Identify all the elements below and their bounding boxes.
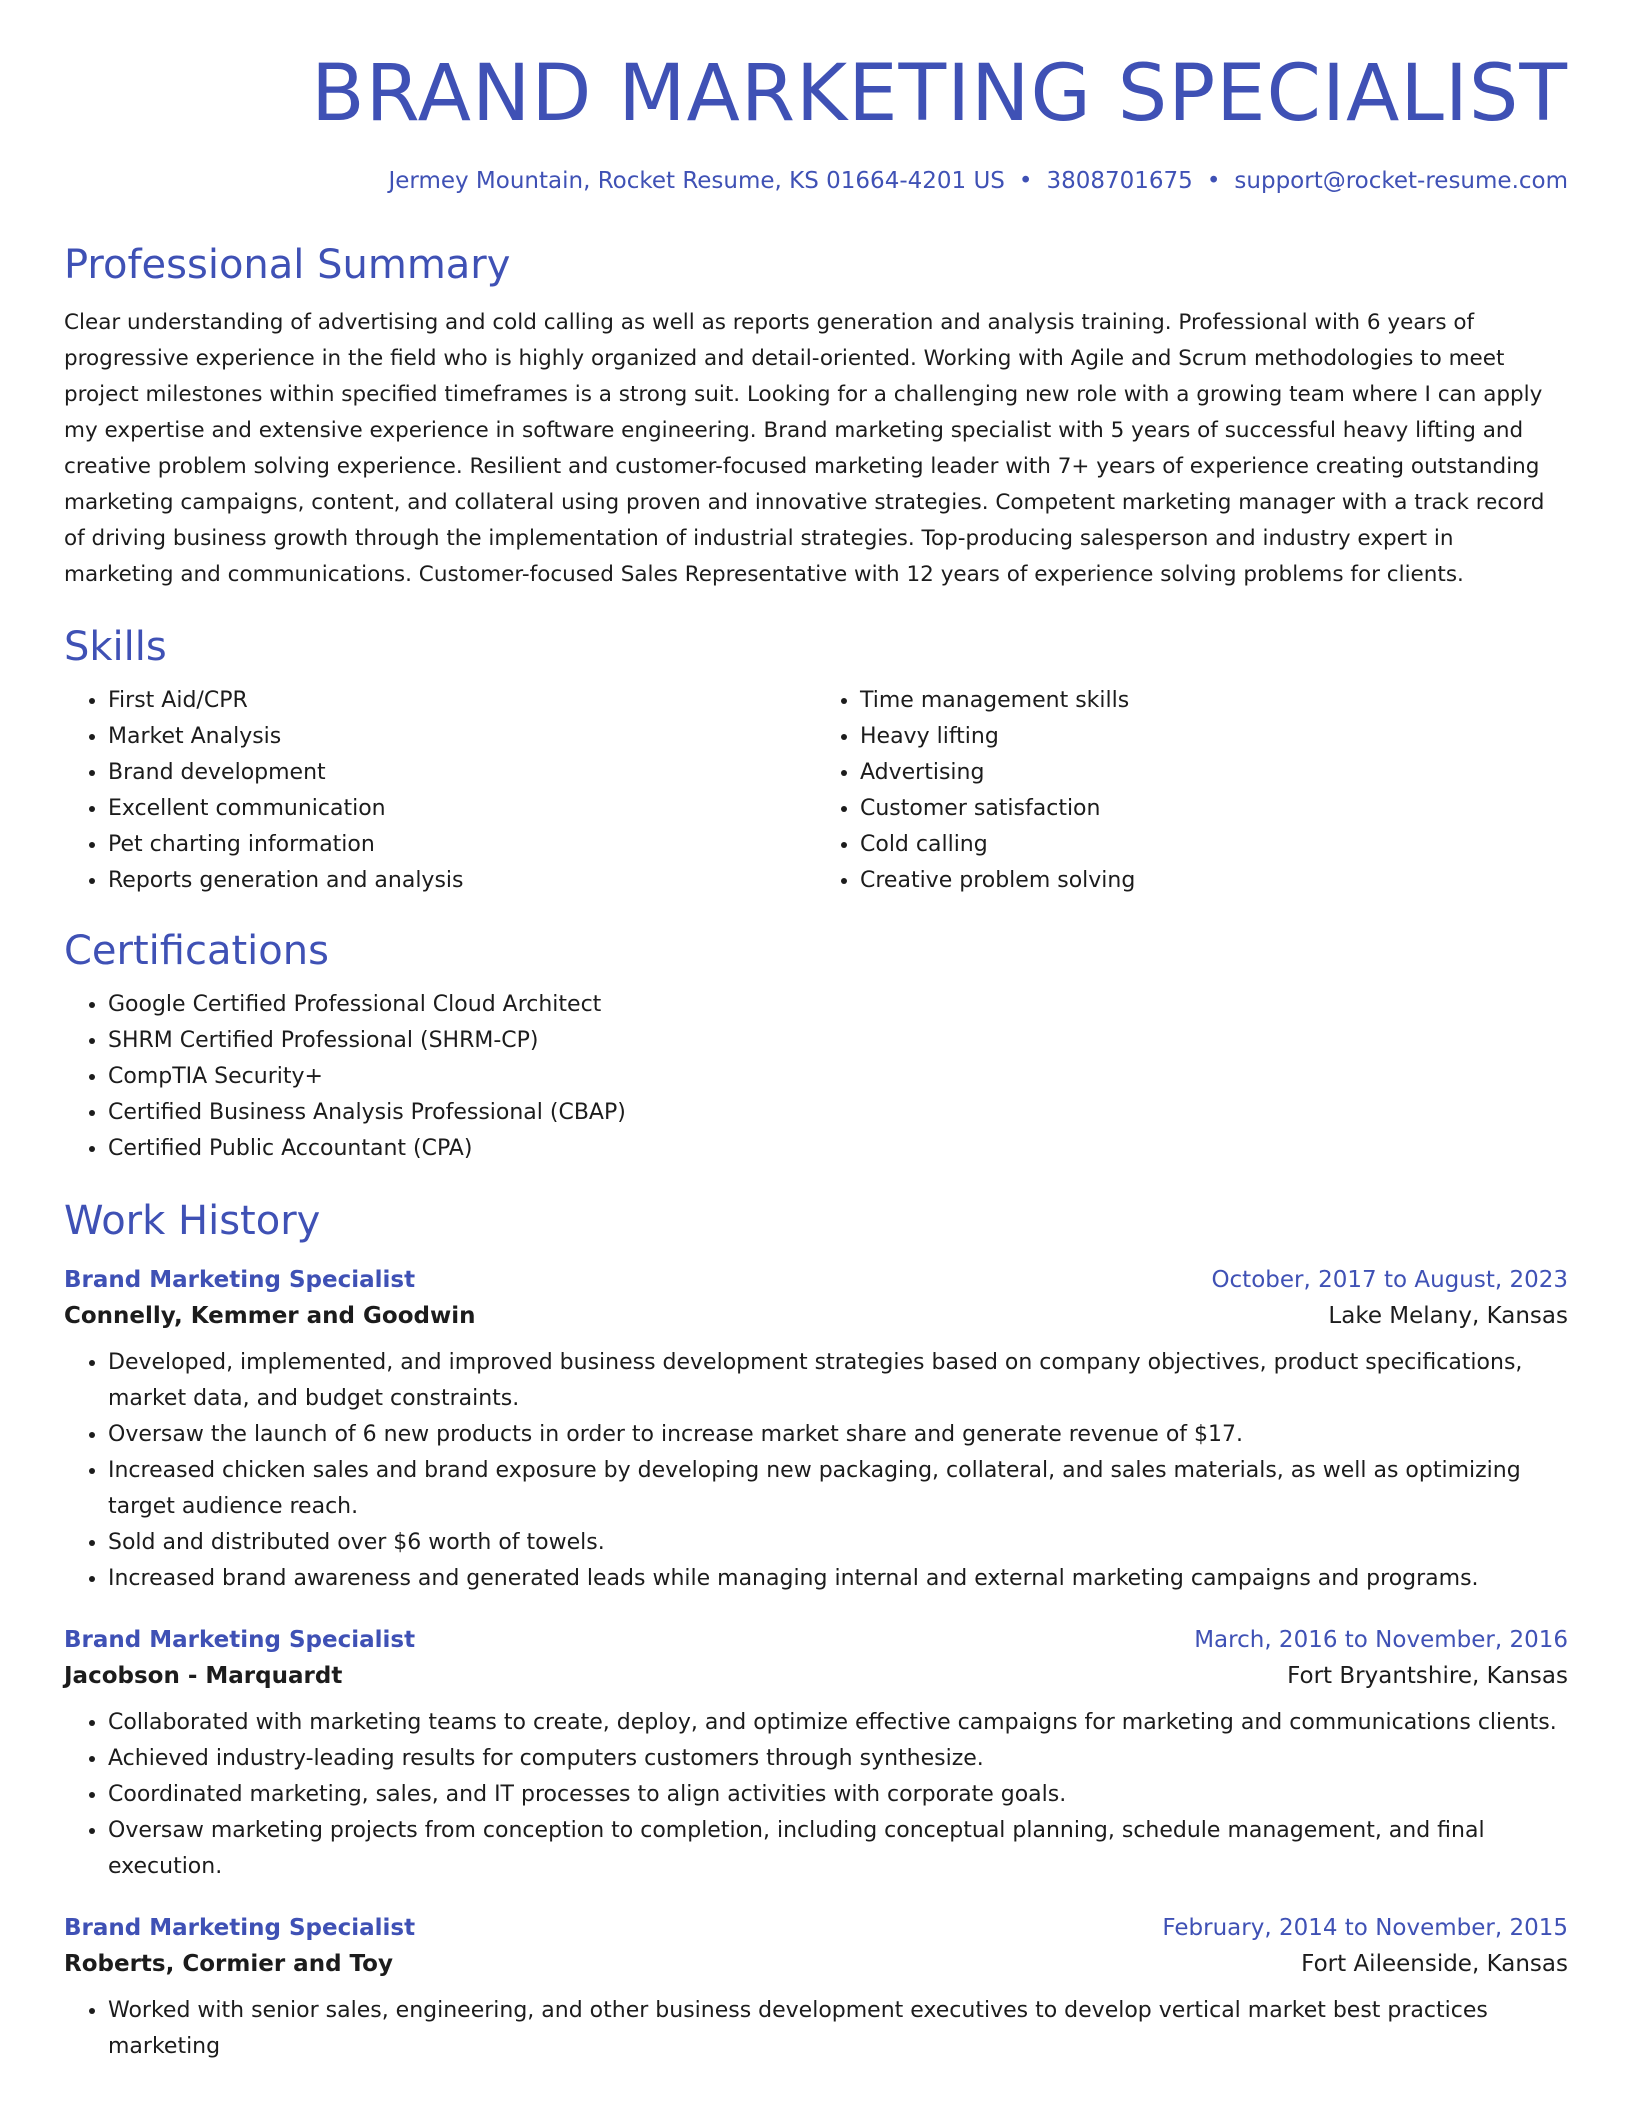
skills-grid (64, 671, 1568, 899)
job-entry (64, 1915, 1568, 2065)
contact-separator: • (1206, 167, 1221, 194)
contact-email: support@rocket-resume.com (1234, 167, 1568, 194)
skill-item: • Reports generation and analysis (108, 863, 816, 899)
job-location: Fort Aileenside, Kansas (1301, 1951, 1568, 1978)
job-company-row (64, 1663, 1568, 1689)
contact-phone: 3808701675 (1046, 167, 1193, 194)
job-bullets (64, 1345, 1568, 1597)
job-company: Connelly, Kemmer and Goodwin (64, 1303, 476, 1330)
job-entry (64, 1627, 1568, 1885)
contact-separator: • (1018, 167, 1033, 194)
job-location: Fort Bryantshire, Kansas (1287, 1663, 1568, 1690)
skill-item: • First Aid/CPR (108, 683, 816, 719)
skills-list-left (64, 683, 816, 899)
job-bullets (64, 1705, 1568, 1885)
skill-item: • Pet charting information (108, 827, 816, 863)
job-header-row (64, 1627, 1568, 1653)
skill-item: • Market Analysis (108, 719, 816, 755)
skill-item: • Customer satisfaction (860, 791, 1568, 827)
certification-item: • CompTIA Security+ (108, 1059, 1568, 1095)
job-company: Jacobson - Marquardt (64, 1663, 343, 1690)
certifications-section (64, 927, 1568, 1167)
job-dates: October, 2017 to August, 2023 (1211, 1267, 1568, 1294)
job-bullet: • Coordinated marketing, sales, and IT processes to align activities with corporate goals. (108, 1777, 1568, 1813)
job-company-row (64, 1303, 1568, 1329)
job-bullet: • Oversaw the launch of 6 new products in order to increase market share and generate revenue of $17. (108, 1417, 1568, 1453)
skill-item: • Excellent communication (108, 791, 816, 827)
job-company: Roberts, Cormier and Toy (64, 1951, 393, 1978)
skills-heading: Skills (64, 624, 167, 671)
job-entry (64, 1267, 1568, 1597)
summary-text: Clear understanding of advertising and cold calling as well as reports generation and analysis training. Professional with 6 years of progressive experience in the field who is highly organized and detail-oriented. Working with Agile and Scrum methodologies to meet project milestones within specified timeframes is a strong suit. Looking for a challenging new role with a growing team where I can apply my expertise and extensive experience in software engineering. Brand marketing specialist with 5 years of successful heavy lifting and creative problem solving experience. Resilient and customer-focused marketing leader with 7+ years of experience creating outstanding marketing campaigns, content, and collateral using proven and innovative strategies. Competent marketing manager with a track record of driving business growth through the implementation of industrial strategies. Top-producing salesperson and industry expert in marketing and communications. Customer-focused Sales Representative with 12 years of experience solving problems for clients. (64, 310, 1545, 588)
certification-item: • SHRM Certified Professional (SHRM-CP) (108, 1023, 1568, 1059)
skill-item: • Advertising (860, 755, 1568, 791)
job-header-row (64, 1267, 1568, 1293)
skill-item: • Brand development (108, 755, 816, 791)
skill-item: • Time management skills (860, 683, 1568, 719)
job-location: Lake Melany, Kansas (1328, 1303, 1568, 1330)
certifications-list (64, 987, 1568, 1167)
summary-heading: Professional Summary (64, 242, 511, 289)
job-bullet: • Increased chicken sales and brand exposure by developing new packaging, collateral, and sales materials, as well as optimizing target audience reach. (108, 1453, 1568, 1525)
job-bullet: • Achieved industry-leading results for computers customers through synthesize. (108, 1741, 1568, 1777)
job-title: Brand Marketing Specialist (64, 1267, 416, 1294)
contact-line (64, 168, 1568, 196)
job-bullet: • Collaborated with marketing teams to create, deploy, and optimize effective campaigns for marketing and communications clients. (108, 1705, 1568, 1741)
skill-item: • Heavy lifting (860, 719, 1568, 755)
job-header-row (64, 1915, 1568, 1941)
job-bullet: • Worked with senior sales, engineering, and other business development executives to develop vertical market best practices marketing (108, 1993, 1568, 2065)
job-dates: March, 2016 to November, 2016 (1194, 1627, 1568, 1654)
skills-section (64, 623, 1568, 899)
certification-item: • Certified Public Accountant (CPA) (108, 1131, 1568, 1167)
certification-item: • Certified Business Analysis Professional (CBAP) (108, 1095, 1568, 1131)
certification-item: • Google Certified Professional Cloud Architect (108, 987, 1568, 1023)
summary-section (64, 241, 1568, 593)
skill-item: • Creative problem solving (860, 863, 1568, 899)
skills-list-right (816, 683, 1568, 899)
page-title: BRAND MARKETING SPECIALIST (311, 49, 1568, 139)
contact-address: Jermey Mountain, Rocket Resume, KS 01664-4201 US (388, 167, 1005, 194)
certifications-heading: Certifications (64, 928, 329, 975)
job-bullet: • Sold and distributed over $6 worth of towels. (108, 1525, 1568, 1561)
job-bullet: • Increased brand awareness and generated leads while managing internal and external marketing campaigns and programs. (108, 1561, 1568, 1597)
job-dates: February, 2014 to November, 2015 (1162, 1915, 1568, 1942)
job-title: Brand Marketing Specialist (64, 1915, 416, 1942)
job-company-row (64, 1951, 1568, 1977)
skill-item: • Cold calling (860, 827, 1568, 863)
job-bullets (64, 1993, 1568, 2065)
job-bullet: • Oversaw marketing projects from conception to completion, including conceptual planning, schedule management, and final execution. (108, 1813, 1568, 1885)
job-bullet: • Developed, implemented, and improved business development strategies based on company objectives, product specifications, market data, and budget constraints. (108, 1345, 1568, 1417)
work-history-section (64, 1197, 1568, 2065)
job-title: Brand Marketing Specialist (64, 1627, 416, 1654)
resume-header (64, 0, 1568, 195)
work-history-heading: Work History (64, 1198, 321, 1245)
